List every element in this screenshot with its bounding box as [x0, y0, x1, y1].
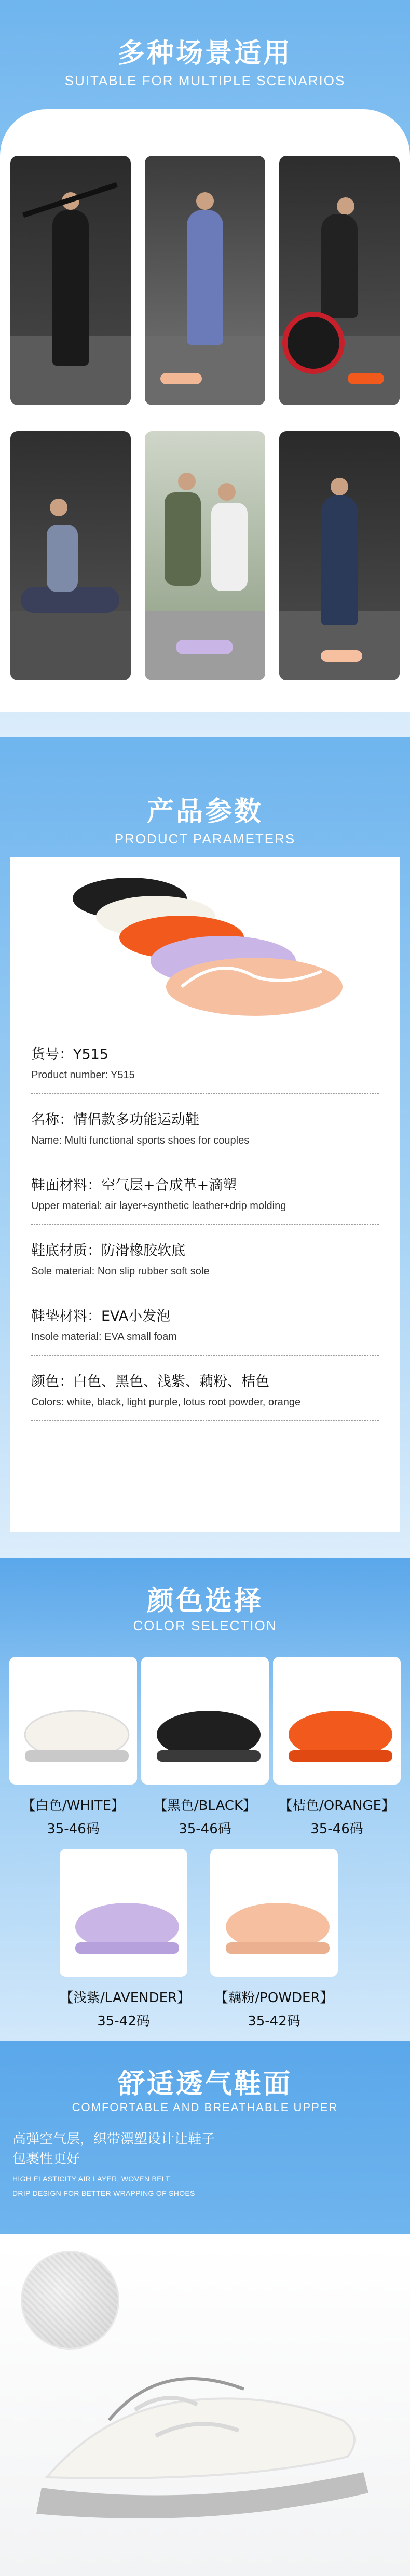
shoe-image-white: [9, 1657, 137, 1785]
params-title: 产品参数: [146, 796, 263, 827]
scene-photo-walking: [279, 431, 400, 680]
param-row-upper-material: [31, 1159, 379, 1225]
scene-photo-yoga-floor: [10, 431, 131, 680]
param-row-name: [31, 1094, 379, 1159]
comfort-shoe-showcase: [0, 2244, 410, 2576]
comfort-title: 舒适透气鞋面: [117, 2069, 292, 2100]
comfort-en-line-2: DRIP DESIGN FOR BETTER WRAPPING OF SHOES: [12, 2189, 195, 2197]
params-list: [31, 1028, 379, 1421]
param-label-cn: 名称：情侣款多功能运动鞋: [31, 1112, 199, 1128]
colors-section: [0, 1558, 410, 2041]
scenes-title: 多种场景适用: [117, 38, 292, 69]
param-label-cn: 颜色：白色、黑色、浅紫、藕粉、桔色: [31, 1374, 269, 1390]
comfort-description: [12, 2129, 215, 2198]
param-row-product-number: [31, 1028, 379, 1094]
size-range: 35-46码: [47, 1821, 100, 1837]
colors-subtitle: COLOR SELECTION: [133, 1618, 277, 1633]
color-label: 【白色/WHITE】: [22, 1798, 125, 1814]
param-row-insole-material: [31, 1290, 379, 1356]
hero-shoes-image: [52, 867, 358, 1023]
shoe-image-lavender: [60, 1849, 187, 1977]
comfort-line-1: 高弹空气层，织带漂塑设计让鞋子: [12, 2131, 215, 2147]
size-range: 35-46码: [179, 1821, 231, 1837]
size-range: 35-42码: [248, 2014, 300, 2029]
param-label-en: Name: Multi functional sports shoes for couples: [31, 1135, 250, 1146]
params-subtitle: PRODUCT PARAMETERS: [114, 831, 296, 847]
scenes-subtitle: SUITABLE FOR MULTIPLE SCENARIOS: [64, 73, 346, 88]
param-row-sole-material: [31, 1225, 379, 1290]
size-range: 35-46码: [310, 1821, 363, 1837]
scene-photo-couple-outdoor: [145, 431, 265, 680]
param-label-en: Product number: Y515: [31, 1069, 135, 1081]
params-card: [10, 857, 400, 1532]
param-label-cn: 鞋面材料：空气层+合成革+滴塑: [31, 1177, 237, 1193]
scene-photo-gym-barbell: [10, 156, 131, 405]
comfort-line-2: 包裹性更好: [12, 2151, 80, 2167]
comfort-subtitle: COMFORTABLE AND BREATHABLE UPPER: [72, 2101, 338, 2114]
param-label-cn: 鞋底材质：防滑橡胶软底: [31, 1243, 185, 1259]
comfort-section: [0, 2041, 410, 2576]
color-option-lavender[interactable]: [60, 1849, 191, 2030]
scenes-section: [0, 0, 410, 737]
param-label-en: Insole material: EVA small foam: [31, 1331, 177, 1343]
param-label-en: Colors: white, black, light purple, lotus root powder, orange: [31, 1397, 301, 1408]
params-section: [0, 737, 410, 1558]
scene-photo-yoga-stretch: [145, 156, 265, 405]
param-label-cn: 鞋垫材料：EVA小发泡: [31, 1308, 171, 1324]
color-label: 【浅紫/LAVENDER】: [60, 1990, 191, 2006]
color-label: 【黑色/BLACK】: [153, 1798, 257, 1814]
shoe-image-orange: [273, 1657, 401, 1785]
color-option-orange[interactable]: [273, 1657, 401, 1837]
param-label-en: Sole material: Non slip rubber soft sole: [31, 1266, 210, 1277]
comfort-shoe-image: [0, 2244, 410, 2576]
size-range: 35-42码: [97, 2014, 150, 2029]
color-label: 【藕粉/POWDER】: [214, 1990, 334, 2006]
shoe-image-black: [141, 1657, 269, 1785]
color-option-white[interactable]: [9, 1657, 137, 1837]
shoe-powder: [166, 958, 343, 1016]
color-option-powder[interactable]: [210, 1849, 338, 2030]
color-label: 【桔色/ORANGE】: [278, 1798, 395, 1814]
param-row-colors: [31, 1356, 379, 1421]
colors-title: 颜色选择: [146, 1586, 263, 1617]
param-label-cn: 货号：Y515: [31, 1046, 109, 1063]
color-option-black[interactable]: [141, 1657, 269, 1837]
scene-photo-cycling: [279, 156, 400, 405]
param-label-en: Upper material: air layer+synthetic leather+drip molding: [31, 1200, 286, 1212]
comfort-en-line-1: HIGH ELASTICITY AIR LAYER, WOVEN BELT: [12, 2175, 170, 2183]
shoe-image-powder: [210, 1849, 338, 1977]
